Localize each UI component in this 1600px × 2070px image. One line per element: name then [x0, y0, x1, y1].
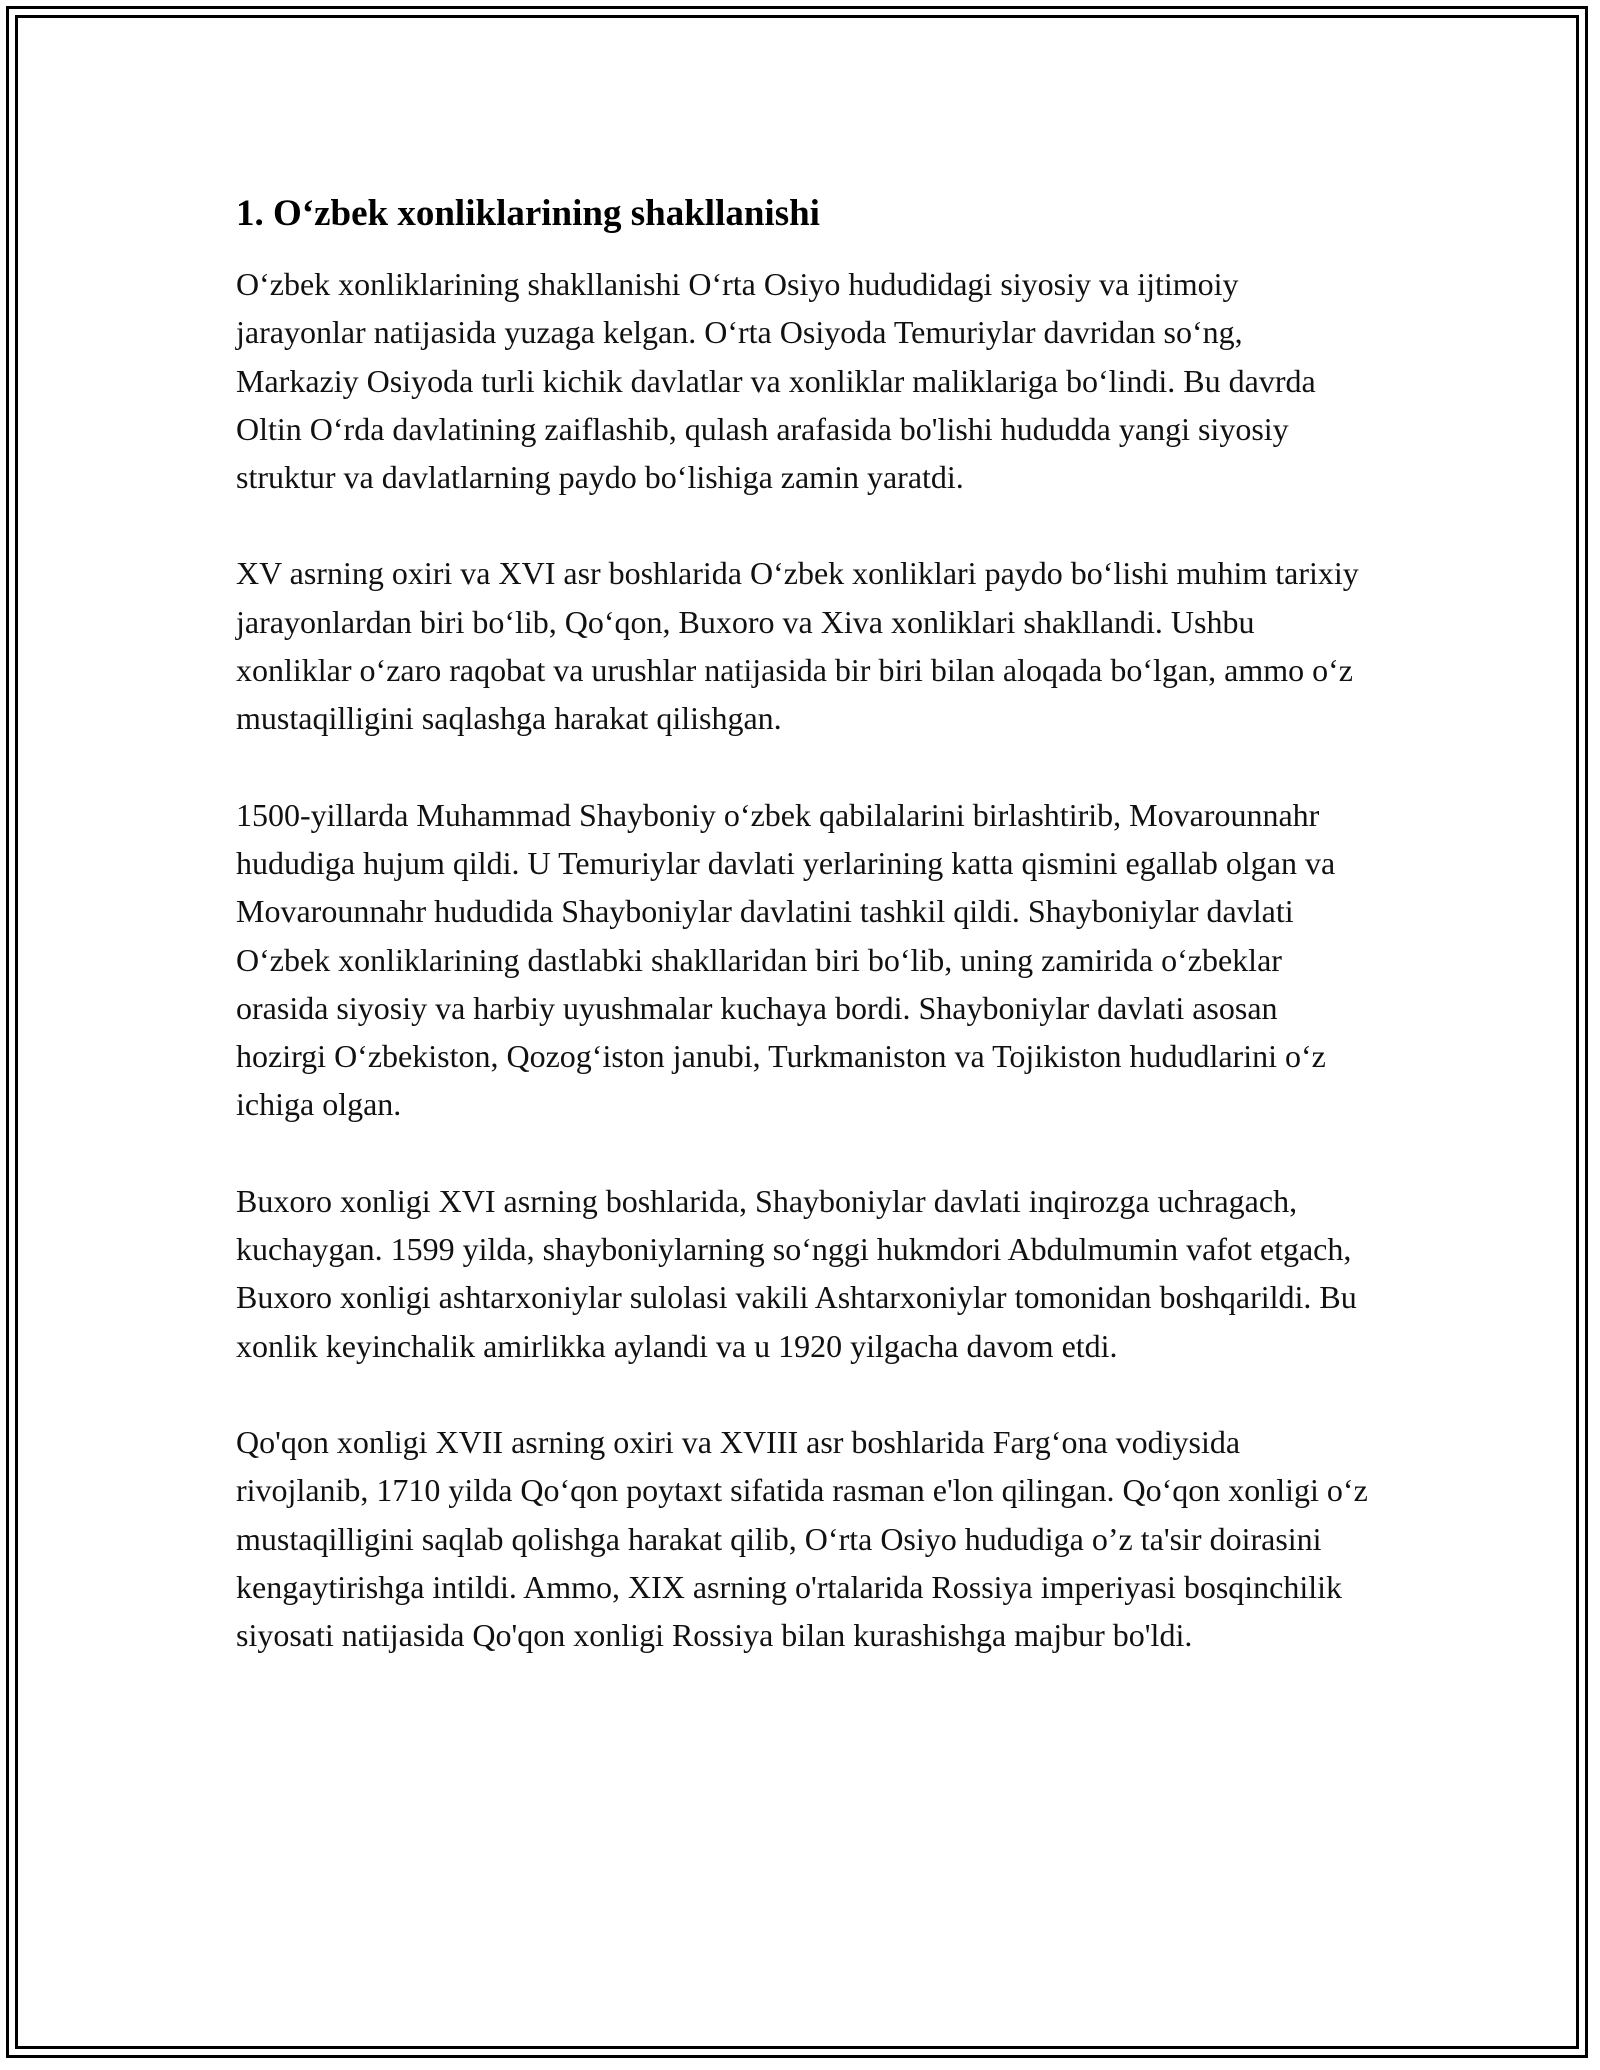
paragraph-5: Qo'qon xonligi XVII asrning oxiri va XVIII asr boshlarida Farg‘ona vodiysida rivojlanib, 1710 yilda Qo‘qon poytaxt sifatida rasman e'lon qilingan. Qo‘qon xonligi o‘z mustaqilligini saqlab qolishga harakat qilib, O‘rta Osiyo hududiga o’z ta'sir doirasini kengaytirishga intildi. Ammo, XIX asrning o'rtalarida Rossiya imperiyasi bosqinchilik siyosati natijasida Qo'qon xonligi Rossiya bilan kurashishga majbur bo'ldi.	[236, 1423, 1368, 1654]
paragraph-2: XV asrning oxiri va XVI asr boshlarida O‘zbek xonliklari paydo bo‘lishi muhim tarixiy jarayonlardan biri bo‘lib, Qo‘qon, Buxoro va Xiva xonliklari shakllandi. Ushbu xonliklar o‘zaro raqobat va urushlar natijasida bir biri bilan aloqada bo‘lgan, ammo o‘z mustaqilligini saqlashga harakat qilishgan.	[236, 555, 1359, 737]
paragraph-3: 1500-yillarda Muhammad Shayboniy o‘zbek qabilalarini birlashtirib, Movarounnahr hududiga hujum qildi. U Temuriylar davlati yerlarining katta qismini egallab olgan va Movarounnahr hududida Shayboniylar davlatini tashkil qildi. Shayboniylar davlati O‘zbek xonliklarining dastlabki shakllaridan biri bo‘lib, uning zamirida o‘zbeklar orasida siyosiy va harbiy uyushmalar kuchaya bordi. Shayboniylar davlati asosan hozirgi O‘zbekiston, Qozog‘iston janubi, Turkmaniston va Tojikiston hududlarini o‘z ichiga olgan.	[236, 796, 1336, 1123]
paragraph-1: O‘zbek xonliklarining shakllanishi O‘rta Osiyo hududidagi siyosiy va ijtimoiy jarayonlar natijasida yuzaga kelgan. O‘rta Osiyoda Temuriylar davridan so‘ng, Markaziy Osiyoda turli kichik davlatlar va xonliklar maliklariga bo‘lindi. Bu davrda Oltin O‘rda davlatining zaiflashib, qulash arafasida bo'lishi hududda yangi siyosiy struktur va davlatlarning paydo bo‘lishiga zamin yaratdi.	[236, 266, 1316, 496]
document-body	[236, 188, 1372, 1659]
paragraph-4: Buxoro xonligi XVI asrning boshlarida, Shayboniylar davlati inqirozga uchragach, kuchaygan. 1599 yilda, shayboniylarning so‘nggi hukmdori Abdulmumin vafot etgach, Buxoro xonligi ashtarxoniylar sulolasi vakili Ashtarxoniylar tomonidan boshqarildi. Bu xonlik keyinchalik amirlikka aylandi va u 1920 yilgacha davom etdi.	[236, 1182, 1357, 1364]
section-heading: 1. O‘zbek xonliklarining shakllanishi	[236, 193, 820, 234]
